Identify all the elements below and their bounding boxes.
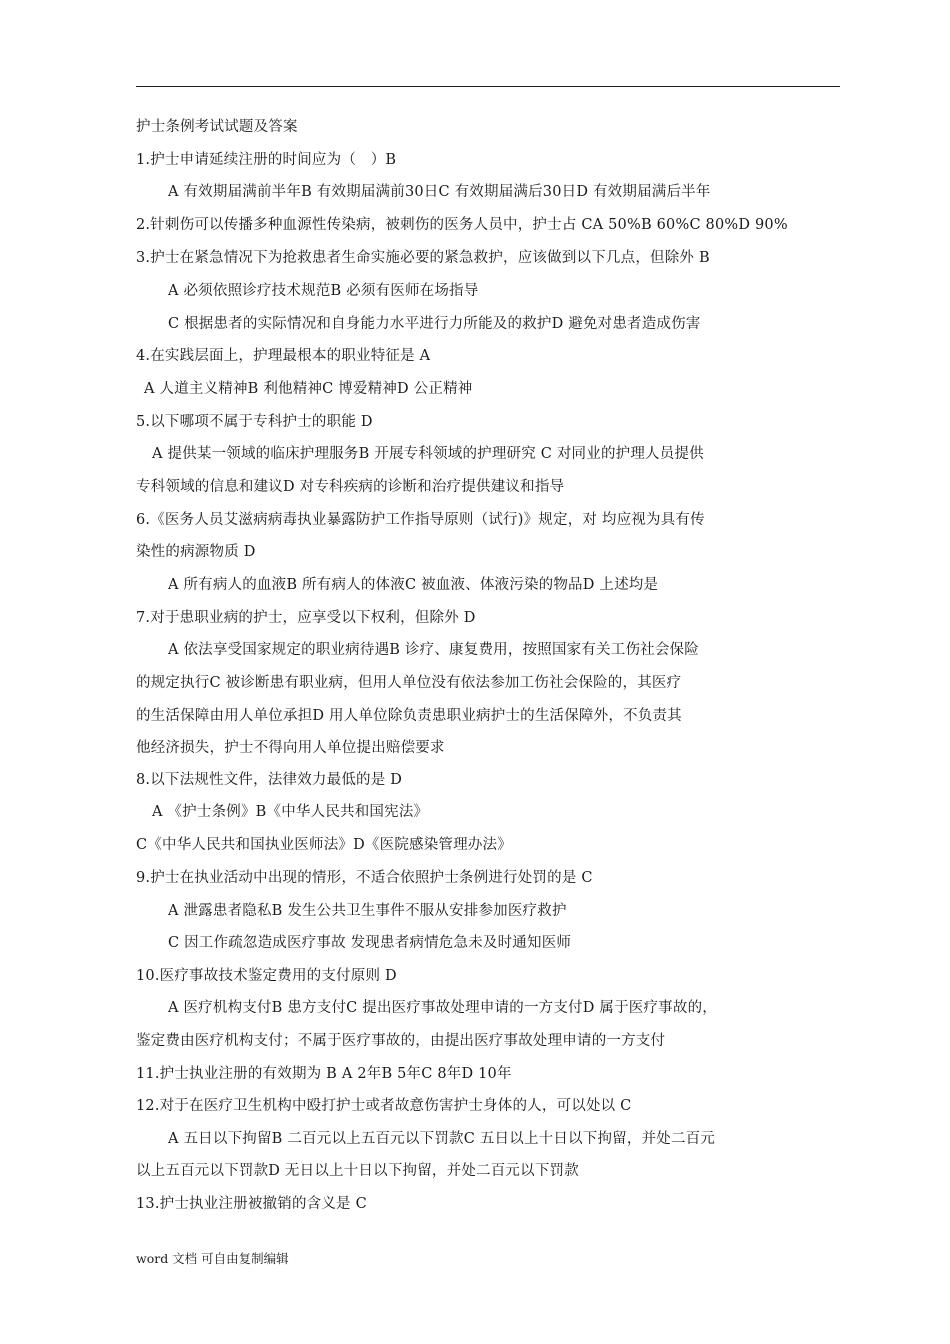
question-line: 7.对于患职业病的护士，应享受以下权利，但除外 D: [136, 610, 476, 626]
option-line: A 五日以下拘留B 二百元以上五百元以下罚款C 五日以上十日以下拘留，并处二百元: [168, 1131, 716, 1147]
question-line: 4.在实践层面上，护理最根本的职业特征是 A: [136, 348, 431, 364]
question-line: 10.医疗事故技术鉴定费用的支付原则 D: [136, 968, 397, 984]
question-line: 13.护士执业注册被撤销的含义是 C: [136, 1196, 367, 1212]
question-line: 8.以下法规性文件，法律效力最低的是 D: [136, 772, 403, 788]
option-line: 的生活保障由用人单位承担D 用人单位除负责患职业病护士的生活保障外，不负责其: [136, 708, 682, 724]
option-line: 专科领域的信息和建议D 对专科疾病的诊断和治疗提供建议和指导: [136, 479, 565, 495]
option-line: A 依法享受国家规定的职业病待遇B 诊疗、康复费用，按照国家有关工伤社会保险: [168, 642, 699, 658]
question-line: 3.护士在紧急情况下为抢救患者生命实施必要的紧急救护，应该做到以下几点，但除外 B: [136, 250, 710, 266]
option-line: 鉴定费由医疗机构支付；不属于医疗事故的，由提出医疗事故处理申请的一方支付: [136, 1033, 666, 1049]
option-line: A 泄露患者隐私B 发生公共卫生事件不服从安排参加医疗救护: [168, 903, 567, 919]
option-line: C《中华人民共和国执业医师法》D《医院感染管理办法》: [136, 837, 512, 853]
option-line: A 提供某一领域的临床护理服务B 开展专科领域的护理研究 C 对同业的护理人员提供: [152, 446, 704, 462]
question-line: 9.护士在执业活动中出现的情形，不适合依照护士条例进行处罚的是 C: [136, 870, 593, 886]
option-line: 他经济损失，护士不得向用人单位提出赔偿要求: [136, 740, 445, 756]
option-line: C 因工作疏忽造成医疗事故 发现患者病情危急未及时通知医师: [168, 935, 572, 951]
option-line: A 医疗机构支付B 患方支付C 提出医疗事故处理申请的一方支付D 属于医疗事故的，: [168, 1000, 717, 1016]
option-line: 的规定执行C 被诊断患有职业病，但用人单位没有依法参加工伤社会保险的，其医疗: [136, 675, 682, 691]
option-line: A 有效期届满前半年B 有效期届满前30日C 有效期届满后30日D 有效期届满后半年: [168, 184, 711, 200]
question-line: 12.对于在医疗卫生机构中殴打护士或者故意伤害护士身体的人，可以处以 C: [136, 1098, 632, 1114]
question-line: 11.护士执业注册的有效期为 B A 2年B 5年C 8年D 10年: [136, 1066, 512, 1082]
option-line: A 所有病人的血液B 所有病人的体液C 被血液、体液污染的物品D 上述均是: [168, 577, 659, 593]
question-line: 5.以下哪项不属于专科护士的职能 D: [136, 414, 373, 430]
document-title: 护士条例考试试题及答案: [136, 119, 298, 135]
option-line: A 人道主义精神B 利他精神C 博爱精神D 公正精神: [144, 381, 473, 397]
header-rule: [136, 86, 840, 87]
question-line: 6.《医务人员艾滋病病毒执业暴露防护工作指导原则（试行)》规定，对 均应视为具有传: [136, 512, 705, 528]
option-line: A 《护士条例》B《中华人民共和国宪法》: [152, 804, 429, 820]
question-line: 2.针刺伤可以传播多种血源性传染病，被刺伤的医务人员中，护士占 CA 50%B 60%C 80%D 90%: [136, 217, 788, 233]
option-line: 以上五百元以下罚款D 无日以上十日以下拘留，并处二百元以下罚款: [136, 1163, 579, 1179]
option-line: A 必须依照诊疗技术规范B 必须有医师在场指导: [168, 283, 479, 299]
page-footer: word 文档 可自由复制编辑: [136, 1251, 289, 1266]
question-line: 染性的病源物质 D: [136, 544, 256, 560]
question-line: 1.护士申请延续注册的时间应为（ ）B: [136, 152, 397, 168]
option-line: C 根据患者的实际情况和自身能力水平进行力所能及的救护D 避免对患者造成伤害: [168, 316, 701, 332]
